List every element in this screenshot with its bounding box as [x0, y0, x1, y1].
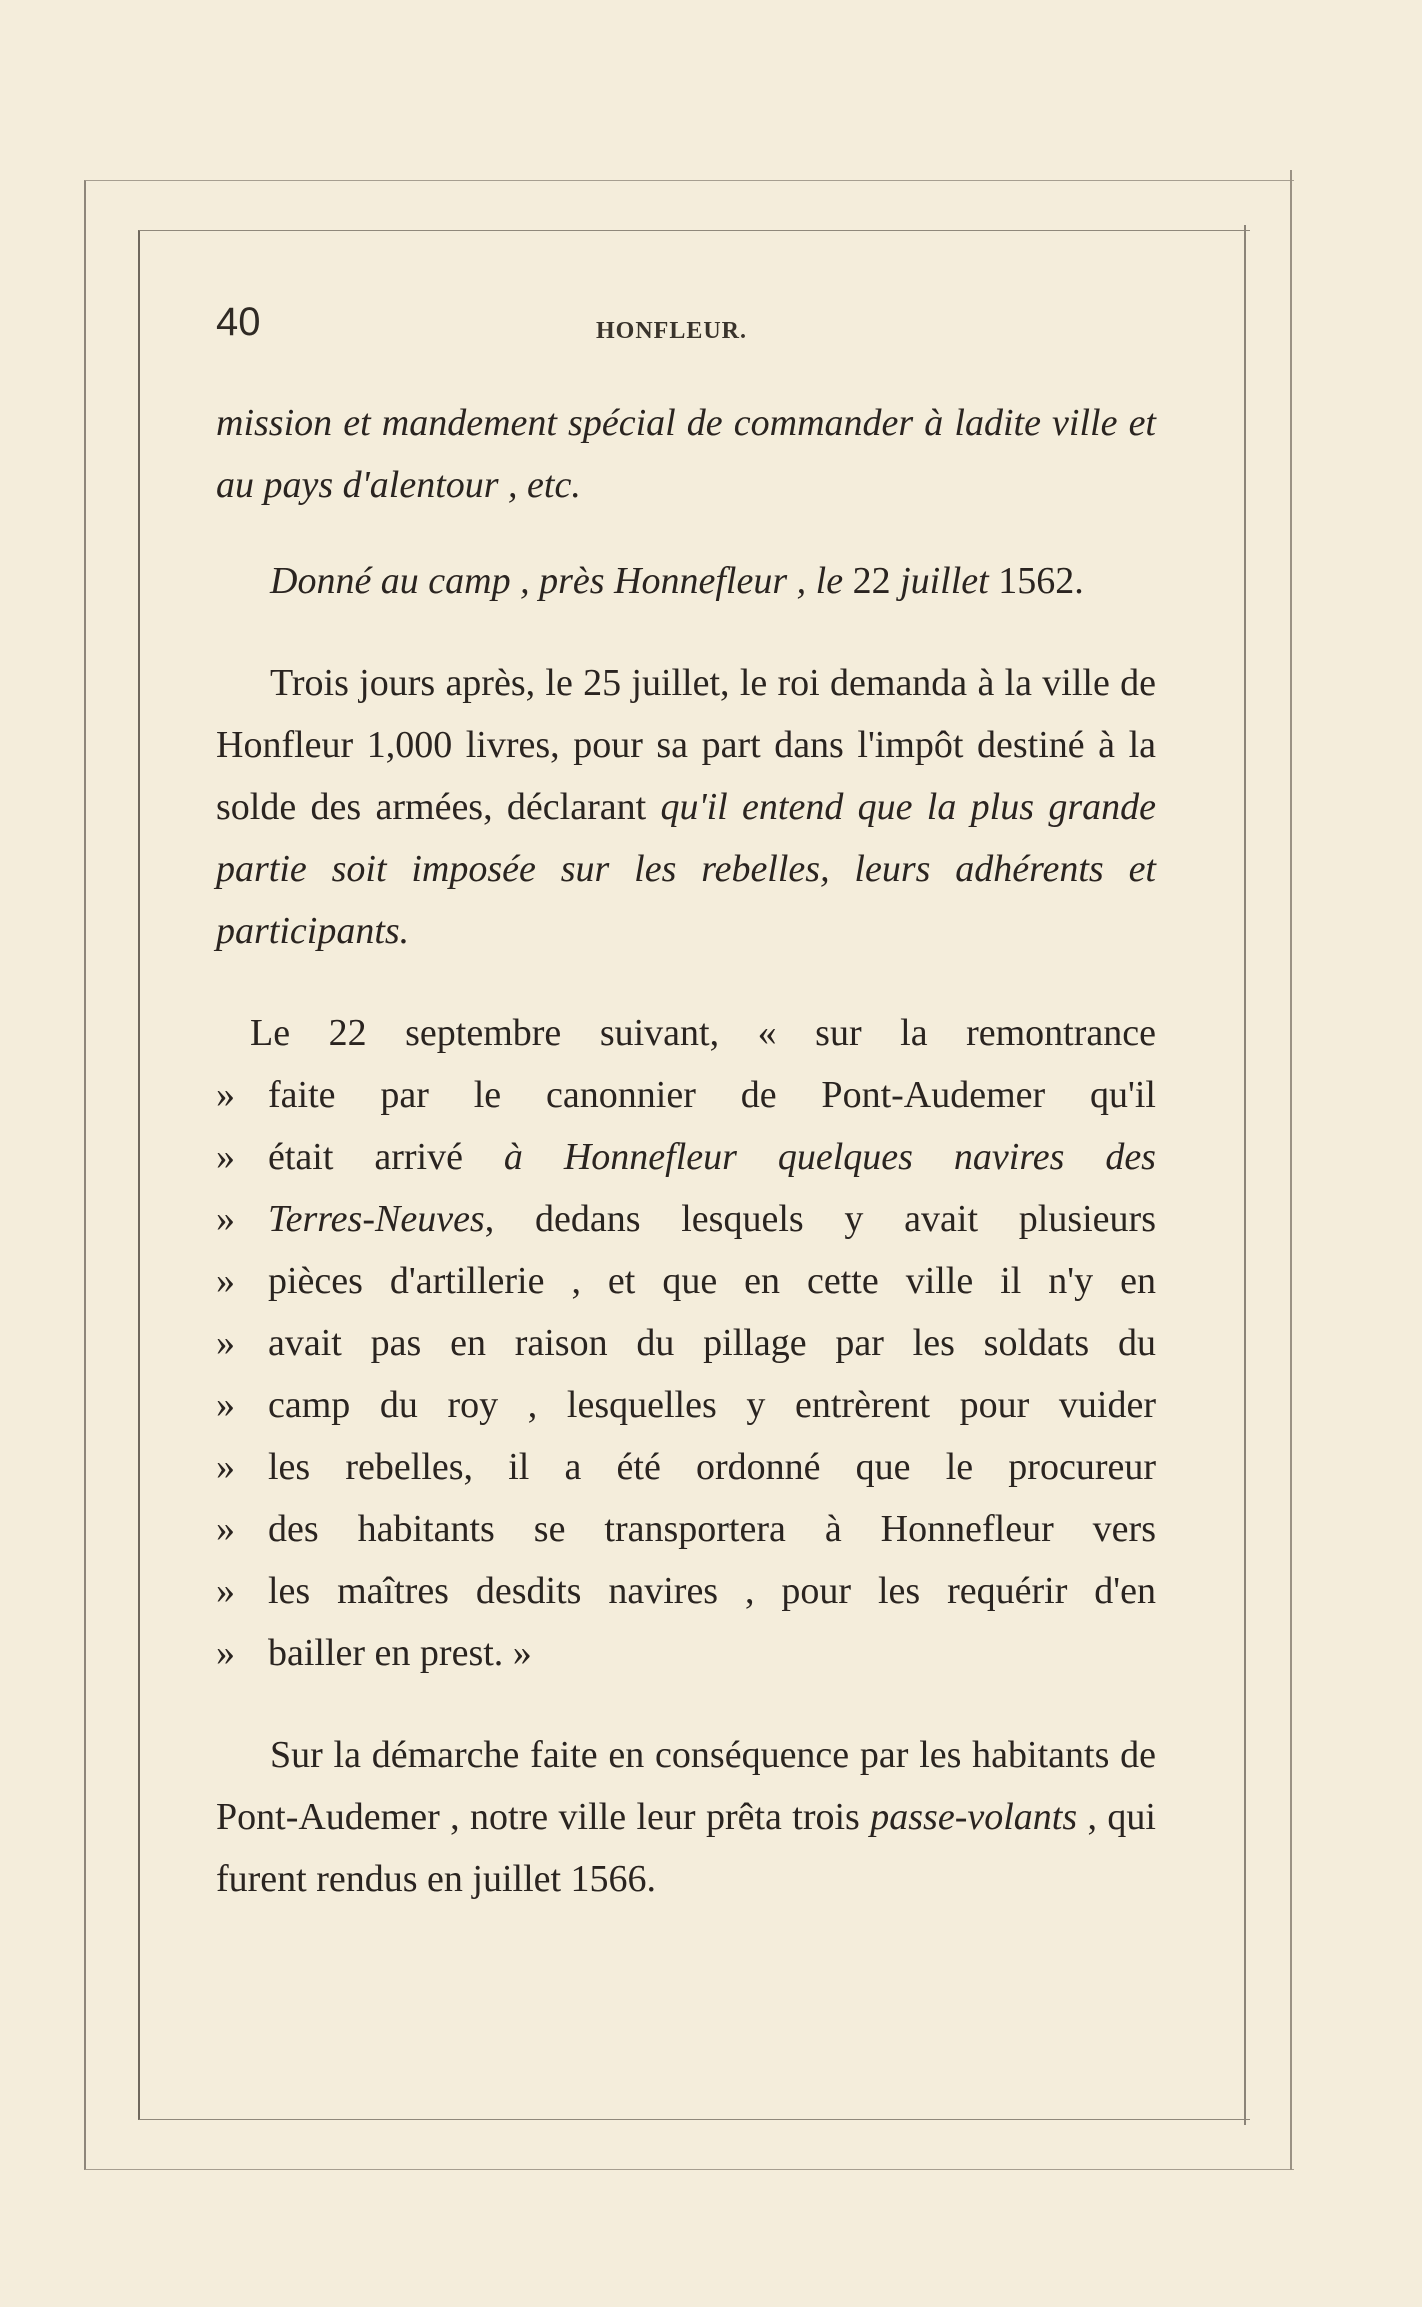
quote-line-text: les maîtres desdits navires , pour les requérir d'en	[268, 1570, 1156, 1612]
quote-line	[216, 1064, 1156, 1126]
paragraph-trois-jours-quote: qu'il entend que la plus grande partie soit imposée sur les rebelles, leurs adhérents et participants.	[216, 786, 1156, 952]
paragraph-demarche	[216, 1724, 1156, 1910]
quote-mark: »	[216, 1632, 235, 1674]
paragraph-donne-year: 1562.	[988, 560, 1084, 602]
quote-line	[216, 1374, 1156, 1436]
quote-line	[216, 1622, 1156, 1684]
quote-line-text: avait pas en raison du pillage par les soldats du	[268, 1322, 1156, 1364]
paragraph-septembre	[216, 1002, 1156, 1684]
quote-line-italic: Terres-Neuves	[268, 1198, 485, 1240]
paragraph-donne	[216, 550, 1156, 612]
running-title: HONFLEUR.	[596, 318, 748, 344]
quote-mark: »	[216, 1508, 235, 1550]
outer-frame-right-rule	[1290, 170, 1292, 2170]
paragraph-donne-month: juillet	[890, 560, 989, 602]
paragraph-mission-text: mission et mandement spécial de commander à ladite ville et au pays d'alentour , etc.	[216, 402, 1156, 506]
paragraph-donne-text: Donné au camp , près Honnefleur , le	[270, 560, 853, 602]
quote-line-text: pièces d'artillerie , et que en cette ville il n'y en	[268, 1260, 1156, 1302]
quote-mark: »	[216, 1074, 235, 1116]
quote-line-text: camp du roy , lesquelles y entrèrent pour vuider	[268, 1384, 1156, 1426]
quote-line-text: bailler en prest. »	[268, 1632, 532, 1674]
paragraph-demarche-text: Sur la démarche faite en conséquence par les habitants de Pont-Audemer , notre ville leur prêta trois	[216, 1734, 1156, 1838]
quote-mark: »	[216, 1570, 235, 1612]
paragraph-trois-jours-text: Trois jours après, le 25 juillet, le roi demanda à la ville de Honfleur 1,000 livres, pour sa part dans l'impôt destiné à la solde des armées, déclarant	[216, 662, 1156, 828]
quote-line-text: des habitants se transportera à Honnefleur vers	[268, 1508, 1156, 1550]
quote-line-text	[268, 1126, 1156, 1188]
quote-line	[216, 1560, 1156, 1622]
quote-line	[216, 1250, 1156, 1312]
paragraph-demarche-end: , qui furent rendus en juillet 1566.	[216, 1796, 1156, 1900]
quote-line	[216, 1188, 1156, 1250]
page-number: 40	[216, 300, 261, 344]
paragraph-donne-day: 22	[852, 560, 891, 602]
quote-line-text: faite par le canonnier de Pont-Audemer qu'il	[268, 1074, 1156, 1116]
quote-mark: »	[216, 1260, 235, 1302]
quote-line-text: Le 22 septembre suivant, « sur la remontrance	[250, 1012, 1156, 1054]
quote-line	[216, 1002, 1156, 1064]
quote-mark: »	[216, 1384, 235, 1426]
running-head	[216, 300, 1156, 380]
paragraph-mission	[216, 392, 1156, 516]
quote-mark: »	[216, 1446, 235, 1488]
quote-line-post: , dedans lesquels y avait plusieurs	[484, 1198, 1156, 1240]
quote-mark: »	[216, 1136, 235, 1178]
quote-line-pre: était arrivé	[268, 1136, 504, 1178]
quote-line-text	[268, 1188, 1156, 1250]
quote-mark: »	[216, 1322, 235, 1364]
paragraph-trois-jours	[216, 652, 1156, 962]
inner-frame-right-rule	[1244, 225, 1246, 2125]
page-text-block	[216, 300, 1156, 1910]
quote-line	[216, 1436, 1156, 1498]
paragraph-demarche-italic: passe-volants	[870, 1796, 1078, 1838]
quote-line-italic: à Honnefleur quelques navires des	[503, 1136, 1156, 1178]
quote-line	[216, 1312, 1156, 1374]
quote-mark: »	[216, 1198, 235, 1240]
quote-line	[216, 1498, 1156, 1560]
quote-line	[216, 1126, 1156, 1188]
quote-line-text: les rebelles, il a été ordonné que le procureur	[268, 1446, 1156, 1488]
